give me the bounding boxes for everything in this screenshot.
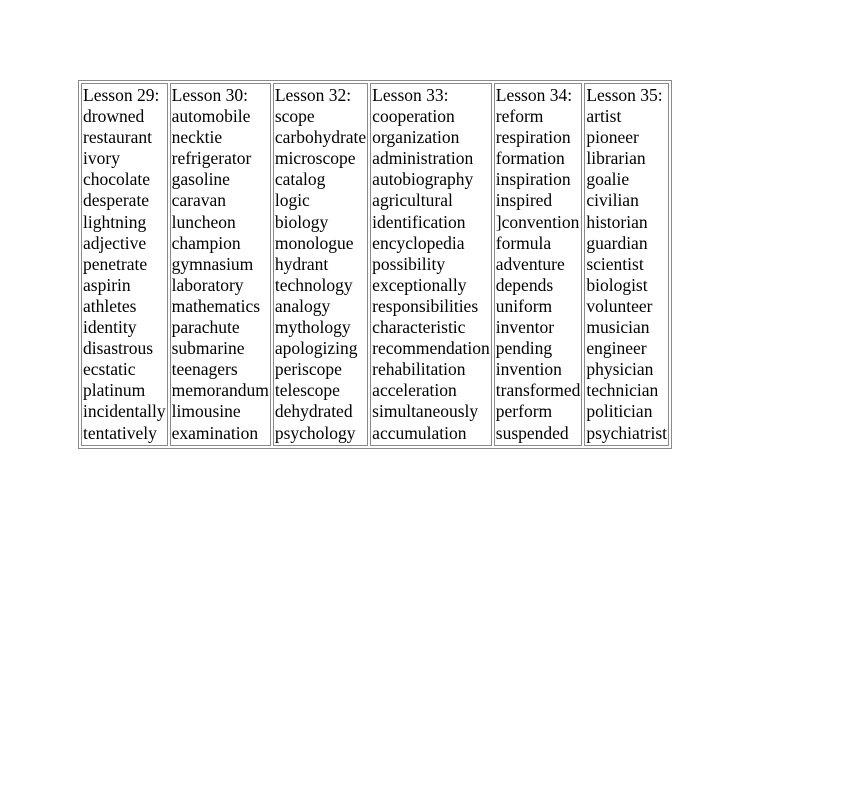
lesson-32-cell [273, 83, 368, 446]
word: suspended [495, 422, 569, 443]
lesson-30-cell [170, 83, 271, 446]
word: lightning [83, 211, 147, 232]
lesson-word-table [78, 80, 672, 449]
word: depends [495, 274, 554, 295]
word: carbohydrate [274, 127, 367, 148]
word: inventor [495, 317, 555, 338]
word: telescope [274, 380, 340, 401]
word: monologue [274, 232, 354, 253]
word: dehydrated [274, 401, 353, 422]
word: biologist [586, 274, 648, 295]
word: identification [372, 211, 466, 232]
word: luncheon [171, 211, 236, 232]
word: physician [586, 359, 654, 380]
word: gasoline [171, 169, 230, 190]
word: memorandum [171, 380, 269, 401]
word: politician [586, 401, 653, 422]
word: desperate [83, 190, 150, 211]
word: limousine [171, 401, 241, 422]
word: ivory [83, 148, 120, 169]
word: hydrant [274, 253, 329, 274]
word: mathematics [171, 295, 261, 316]
word: incidentally [83, 401, 166, 422]
word: examination [171, 422, 259, 443]
lesson-title: Lesson 32: [274, 85, 352, 105]
word: inspiration [495, 169, 571, 190]
word: gymnasium [171, 253, 254, 274]
word: platinum [83, 380, 146, 401]
lesson-title: Lesson 35: [586, 85, 663, 105]
word: champion [171, 232, 241, 253]
word: perform [495, 401, 553, 422]
word: penetrate [83, 253, 148, 274]
word: catalog [274, 169, 326, 190]
word: restaurant [83, 127, 152, 148]
word: responsibilities [372, 295, 479, 316]
word: guardian [586, 232, 648, 253]
word: recommendation [372, 338, 490, 359]
word: disastrous [83, 338, 153, 359]
word: transformed [495, 380, 581, 401]
word: simultaneously [372, 401, 479, 422]
word: technology [274, 274, 353, 295]
word: possibility [372, 253, 446, 274]
word: laboratory [171, 274, 244, 295]
word: drowned [83, 106, 145, 127]
word: exceptionally [372, 274, 467, 295]
word: teenagers [171, 359, 238, 380]
word: refrigerator [171, 148, 252, 169]
word: ]convention [495, 211, 580, 232]
word: chocolate [83, 169, 151, 190]
word: volunteer [586, 295, 653, 316]
lesson-title: Lesson 29: [83, 85, 160, 105]
word: athletes [83, 295, 137, 316]
word: musician [586, 317, 650, 338]
word: mythology [274, 317, 351, 338]
word: scientist [586, 253, 644, 274]
word: civilian [586, 190, 639, 211]
word: ecstatic [83, 359, 136, 380]
word: formation [495, 148, 565, 169]
word: psychology [274, 422, 356, 443]
word: apologizing [274, 338, 358, 359]
word: adjective [83, 232, 147, 253]
word: rehabilitation [372, 359, 466, 380]
lesson-33-cell [370, 83, 492, 446]
word: characteristic [372, 317, 466, 338]
table-row [81, 83, 669, 446]
lesson-35-cell [584, 83, 669, 446]
lesson-34-cell [494, 83, 583, 446]
word: analogy [274, 295, 331, 316]
word: inspired [495, 190, 553, 211]
word: pending [495, 338, 553, 359]
word: microscope [274, 148, 356, 169]
word: encyclopedia [372, 232, 465, 253]
word: acceleration [372, 380, 457, 401]
word: agricultural [372, 190, 453, 211]
word: formula [495, 232, 552, 253]
word: pioneer [586, 127, 639, 148]
word: accumulation [372, 422, 467, 443]
word: technician [586, 380, 659, 401]
word: artist [586, 106, 622, 127]
word: historian [586, 211, 648, 232]
lesson-title: Lesson 30: [171, 85, 248, 105]
word: psychiatrist [586, 422, 668, 443]
word: administration [372, 148, 474, 169]
word: aspirin [83, 274, 131, 295]
word: librarian [586, 148, 646, 169]
lesson-title: Lesson 33: [372, 85, 449, 105]
word: tentatively [83, 422, 157, 443]
word: caravan [171, 190, 227, 211]
word: biology [274, 211, 329, 232]
word: cooperation [372, 106, 455, 127]
word: organization [372, 127, 460, 148]
word: scope [274, 106, 315, 127]
word: logic [274, 190, 310, 211]
word: parachute [171, 317, 240, 338]
word: periscope [274, 359, 342, 380]
word: necktie [171, 127, 223, 148]
word: reform [495, 106, 544, 127]
word: respiration [495, 127, 571, 148]
lesson-29-cell [81, 83, 168, 446]
word: automobile [171, 106, 251, 127]
word: goalie [586, 169, 630, 190]
word: engineer [586, 338, 647, 359]
word: invention [495, 359, 562, 380]
word: identity [83, 317, 137, 338]
word: adventure [495, 253, 565, 274]
word: uniform [495, 295, 553, 316]
word: autobiography [372, 169, 474, 190]
lesson-title: Lesson 34: [495, 85, 573, 105]
word: submarine [171, 338, 245, 359]
